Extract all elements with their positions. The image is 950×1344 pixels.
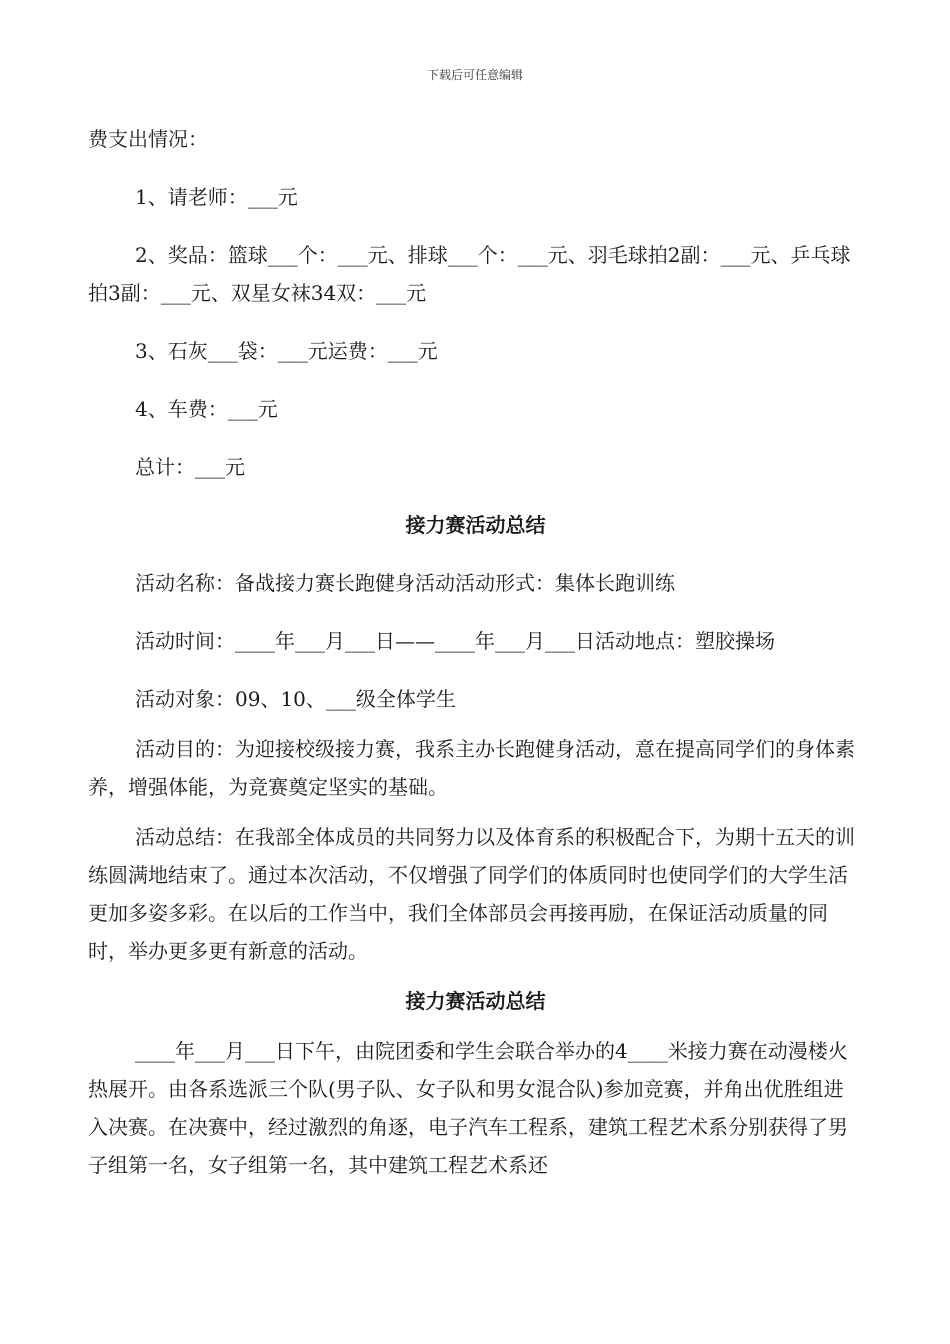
activity-purpose: 活动目的：为迎接校级接力赛，我系主办长跑健身活动，意在提高同学们的身体素养，增强体能，为竞赛奠定坚实的基础。: [88, 737, 855, 799]
expense-total: 总计：___元: [135, 455, 245, 479]
expense-item-prizes: 2、奖品：篮球___个：___元、排球___个：___元、羽毛球拍2副：___元、乒乓球拍3副：___元、双星女袜34双：___元: [88, 243, 851, 305]
section-title-1: 接力赛活动总结: [405, 513, 546, 537]
expense-item-teacher: 1、请老师：___元: [135, 185, 298, 209]
relay-report-paragraph: ____年___月___日下午，由院团委和学生会联合举办的4____米接力赛在动漫楼火热展开。由各系选派三个队(男子队、女子队和男女混合队)参加竞赛，并角出优胜组进入决赛。在决赛中，经过激烈的角逐，电子汽车工程系，建筑工程艺术系分别获得了男子组第一名，女子组第一名，其中建筑工程艺术系还: [88, 1039, 848, 1177]
page-header: 下载后可任意编辑: [426, 68, 523, 82]
expense-item-lime: 3、石灰___袋：___元运费：___元: [135, 339, 438, 363]
expense-item-transport: 4、车费：___元: [135, 397, 278, 421]
expense-intro: 费支出情况：: [88, 127, 208, 151]
section-title-2: 接力赛活动总结: [405, 989, 546, 1013]
activity-name-form: 活动名称：备战接力赛长跑健身活动活动形式：集体长跑训练: [135, 571, 675, 595]
activity-time-place: 活动时间：____年___月___日——____年___月___日活动地点：塑胶操场: [135, 629, 775, 653]
activity-summary: 活动总结：在我部全体成员的共同努力以及体育系的积极配合下，为期十五天的训练圆满地结束了。通过本次活动，不仅增强了同学们的体质同时也使同学们的大学生活更加多姿多彩。在以后的工作当中，我们全体部员会再接再励，在保证活动质量的同时，举办更多更有新意的活动。: [88, 825, 855, 963]
activity-target: 活动对象：09、10、___级全体学生: [135, 687, 456, 711]
document-body: [88, 120, 863, 1184]
